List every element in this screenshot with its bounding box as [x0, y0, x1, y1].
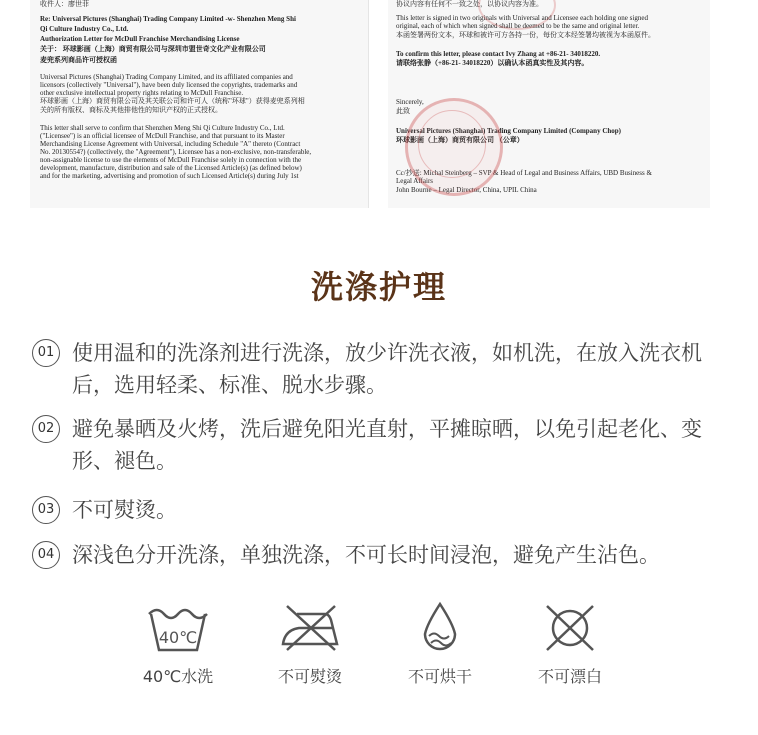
document-scans — [0, 0, 758, 215]
letter-text-line: 麦兜系列商品许可授权函 — [40, 56, 117, 64]
letter-text-line: 请联络张静（+86-21- 34018220）以确认本函真实性及其内容。 — [396, 59, 589, 67]
letter-text-line: 此致 — [396, 107, 410, 115]
letter-text-line: Legal Affairs — [396, 177, 433, 185]
letter-text-line: Re: Universal Pictures (Shanghai) Trading Company Limited -w- Shenzhen Meng Shi — [40, 15, 296, 23]
letter-text-line: licensors (collectively "Universal"), have been duly licensed the copyrights, trademarks and — [40, 81, 298, 89]
letter-text-line: Merchandising License Agreement with Universal, including Schedule "A" thereto (Contract — [40, 140, 301, 148]
svg-text:40℃: 40℃ — [158, 628, 198, 647]
company-chop-seal-inner — [418, 110, 486, 178]
care-symbol-label: 不可漂白 — [537, 667, 602, 686]
care-item-number: 04 — [32, 541, 60, 569]
letter-text-line: John Bourne – Legal Director, China, UPIL China — [396, 186, 537, 194]
letter-text-line: Authorization Letter for McDull Franchise Merchandising License — [40, 35, 240, 43]
letter-text-line: 环球影画（上海）商贸有限公司 （公章） — [396, 136, 524, 144]
authorization-letter-page-1 — [30, 0, 369, 208]
care-symbol-bleach — [520, 600, 620, 687]
care-symbol-dry — [390, 600, 490, 687]
wash-40-icon — [145, 600, 211, 656]
letter-text-line: Sincerely, — [396, 98, 424, 106]
care-item — [32, 539, 732, 575]
letter-text-line: 关的所有版权、商标及其他排他性的知识产权的正式授权。 — [40, 106, 222, 114]
letter-text-line: 收件人：廖世菲 — [40, 0, 89, 8]
care-item-text: 不可熨烫。 — [72, 498, 177, 522]
care-item-number: 03 — [32, 496, 60, 524]
letter-text-line: Cc/抄送: Michal Steinberg – SVP & Head of Legal and Business Affairs, UBD Business & — [396, 169, 652, 177]
care-symbol-wash — [128, 600, 228, 687]
care-symbols — [0, 600, 758, 710]
letter-text-line: 环球影画（上海）商贸有限公司及其关联公司和许可人（统称"环球"）获得麦兜系列相 — [40, 97, 305, 105]
letter-text-line: This letter shall serve to confirm that Shenzhen Meng Shi Qi Culture Industry Co., Ltd. — [40, 124, 285, 132]
letter-text-line: 本函签署两份文本，环球和被许可方各持一份，每份文本经签署均被视为本函原件。 — [396, 31, 655, 39]
letter-text-line: development, manufacture, distribution and sale of the Licensed Article(s) (as defined below) — [40, 164, 302, 172]
care-symbol-label: 不可熨烫 — [277, 667, 342, 686]
letter-text-line: 关于： 环球影画（上海）商贸有限公司与深圳市盟世奇文化产业有限公司 — [40, 45, 266, 53]
letter-text-line: non-assignable license to use the elements of McDull Franchise solely in connection with the — [40, 156, 302, 164]
care-symbol-label: 40℃水洗 — [142, 667, 214, 686]
no-tumble-dry-icon — [407, 600, 473, 656]
letter-text-line: original, each of which when signed shall be deemed to be the same and original letter. — [396, 22, 640, 30]
care-symbol-label: 不可烘干 — [407, 667, 472, 686]
care-item-text: 避免暴晒及火烤，洗后避免阳光直射，平摊晾晒，以免引起老化、变形、褪色。 — [72, 417, 702, 473]
care-item-number: 02 — [32, 415, 60, 443]
letter-text-line: To confirm this letter, please contact Ivy Zhang at +86-21- 34018220. — [396, 50, 601, 58]
care-item-number: 01 — [32, 339, 60, 367]
letter-text-line: other exclusive intellectual property rights relating to McDull Franchise. — [40, 89, 244, 97]
care-symbol-iron — [260, 600, 360, 687]
letter-text-line: This letter is signed in two originals with Universal and Licensee each holding one signed — [396, 14, 648, 22]
no-bleach-icon — [537, 600, 603, 656]
letter-text-line: Universal Pictures (Shanghai) Trading Company Limited, and its affiliated companies and — [40, 73, 293, 81]
section-title: 洗涤护理 — [310, 268, 447, 306]
letter-text-line: and for the marketing, advertising and promotion of such Licensed Article(s) during July 1st — [40, 172, 299, 180]
care-item — [32, 494, 732, 530]
care-item — [32, 337, 732, 407]
letter-text-line: 协议内容有任何不一致之处，以协议内容为准。 — [396, 0, 543, 8]
care-item-text: 使用温和的洗涤剂进行洗涤，放少许洗衣液，如机洗，在放入洗衣机后，选用轻柔、标准、脱水步骤。 — [72, 341, 702, 397]
no-iron-icon — [277, 600, 343, 656]
letter-text-line: Qi Culture Industry Co., Ltd. — [40, 25, 129, 33]
care-item — [32, 413, 732, 483]
letter-text-line: No. 20130554?) (collectively, the "Agreement"), Licensee has a non-exclusive, non-transferable, — [40, 148, 312, 156]
letter-text-line: Universal Pictures (Shanghai) Trading Company Limited (Company Chop) — [396, 127, 621, 135]
letter-text-line: ("Licensee") is an official licensee of McDull Franchise, and that pursuant to its Master — [40, 132, 285, 140]
care-item-text: 深浅色分开洗涤，单独洗涤，不可长时间浸泡，避免产生沾色。 — [72, 543, 660, 567]
